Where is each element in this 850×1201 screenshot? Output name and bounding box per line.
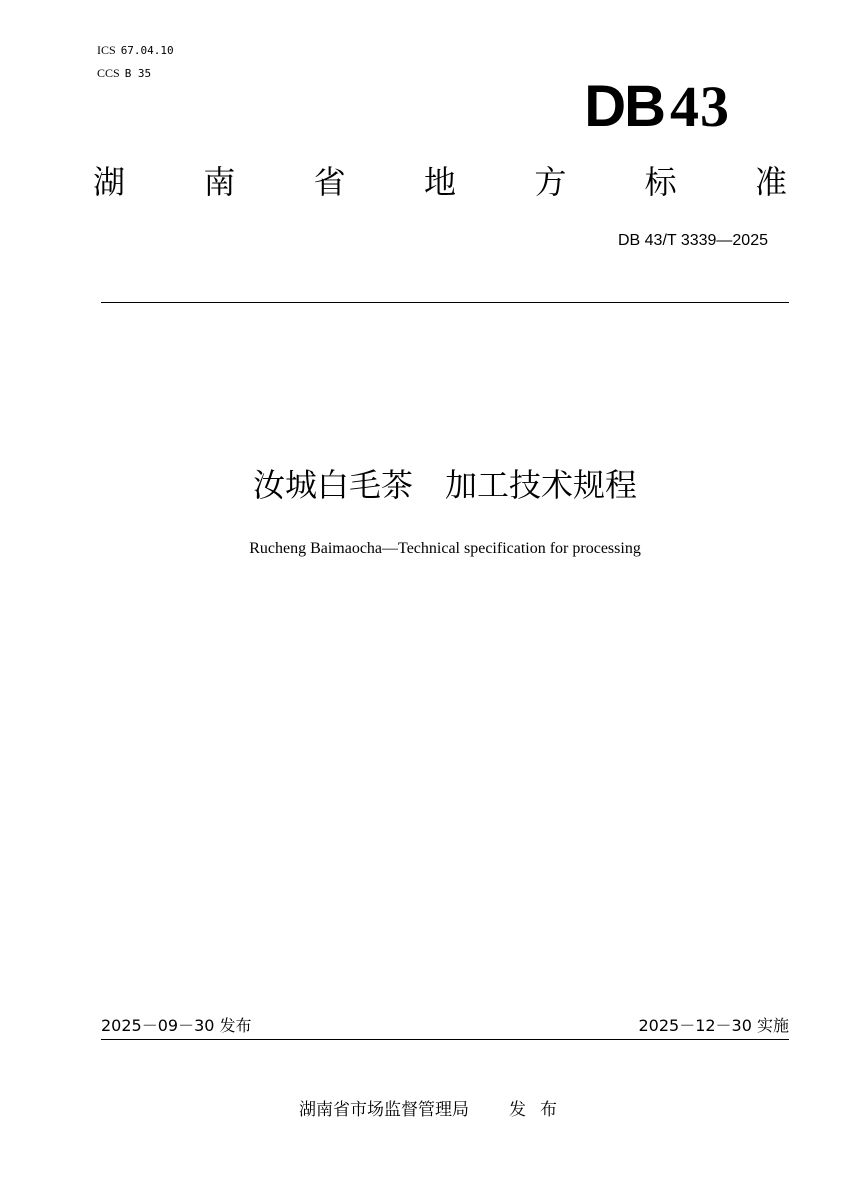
standard-type-char: 标 [644, 163, 677, 201]
implementation-date: 2025－12－30 实施 [638, 1016, 789, 1035]
ics-label: ICS [97, 43, 116, 57]
db-logo [584, 72, 730, 142]
db-logo-number: 43 [670, 74, 730, 139]
standard-type-char: 准 [754, 163, 787, 201]
standard-type-char: 省 [313, 163, 346, 201]
document-title-english: Rucheng Baimaocha—Technical specification for processing [249, 540, 641, 557]
standard-number: DB 43/T 3339—2025 [617, 232, 768, 249]
standard-type-char: 湖 [93, 163, 126, 201]
ics-classification [97, 43, 174, 58]
db-logo-prefix: DB [584, 74, 664, 139]
standard-type-char: 南 [203, 163, 236, 201]
standard-type-char: 地 [423, 163, 456, 201]
publisher-action: 发布 [509, 1100, 571, 1120]
ccs-label: CCS [97, 66, 120, 80]
standard-type-char: 方 [534, 163, 567, 201]
publisher-name: 湖南省市场监督管理局 [299, 1100, 469, 1120]
ics-value: 67.04.10 [120, 44, 174, 57]
publisher [0, 1097, 850, 1123]
top-divider [101, 302, 789, 303]
issue-date: 2025－09－30 发布 [101, 1016, 252, 1035]
standard-type-heading [93, 160, 787, 204]
ccs-classification [97, 66, 151, 81]
bottom-divider [101, 1039, 789, 1040]
document-title-chinese: 汝城白毛茶 加工技术规程 [252, 466, 637, 504]
ccs-value: B 35 [124, 67, 152, 80]
